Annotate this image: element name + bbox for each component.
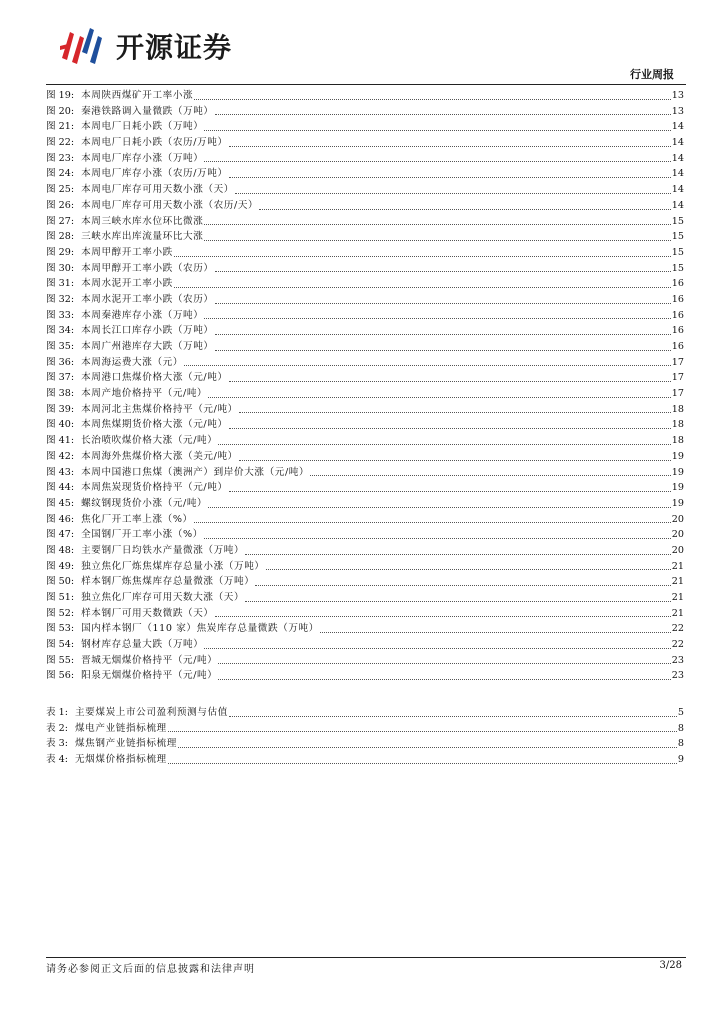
entry-title: 本周电厂日耗小跌（万吨） (81, 121, 204, 133)
entry-title: 无烟煤价格指标梳理 (74, 754, 167, 766)
entry-label: 图 56: (46, 670, 75, 682)
entry-label: 图 22: (46, 137, 75, 149)
entry-label: 图 36: (46, 356, 75, 368)
entry-title: 钢材库存总量大跌（万吨） (81, 639, 204, 651)
entry-page: 13 (671, 105, 684, 117)
header-rule (46, 84, 686, 85)
entry-title: 本周电厂库存可用天数小涨（天） (81, 184, 234, 196)
figure-toc-entry[interactable] (46, 653, 684, 669)
dot-leader (174, 255, 671, 257)
entry-page: 17 (671, 388, 684, 400)
dot-leader (215, 302, 671, 304)
entry-page: 16 (671, 309, 684, 321)
dot-leader (229, 715, 677, 717)
report-type: 行业周报 (630, 68, 674, 81)
dot-leader (204, 647, 670, 649)
dot-leader (215, 270, 671, 272)
entry-label: 图 37: (46, 372, 75, 384)
logo-mark-icon (58, 22, 104, 66)
dot-leader (229, 380, 671, 382)
figure-toc-entry[interactable] (46, 417, 684, 433)
entry-title: 煤电产业链指标梳理 (74, 722, 167, 734)
entry-page: 19 (671, 482, 684, 494)
entry-title: 本周海运费大涨（元） (81, 356, 184, 368)
entry-page: 22 (671, 623, 684, 635)
page-number: 3/28 (659, 960, 682, 971)
entry-label: 图 27: (46, 215, 75, 227)
entry-page: 14 (671, 184, 684, 196)
figure-toc-entry[interactable] (46, 637, 684, 653)
entry-label: 图 21: (46, 121, 75, 133)
figure-toc-entry[interactable] (46, 198, 684, 214)
entry-title: 本周水泥开工率小跌（农历） (81, 293, 214, 305)
dot-leader (235, 192, 671, 194)
entry-label: 图 49: (46, 560, 75, 572)
dot-leader (194, 521, 671, 523)
entry-title: 本周焦炭现货价格持平（元/吨） (81, 482, 228, 494)
dot-leader (218, 443, 670, 445)
entry-label: 图 39: (46, 403, 75, 415)
entry-title: 焦化厂开工率上涨（%） (81, 513, 193, 525)
entry-title: 样本钢厂炼焦煤库存总量微涨（万吨） (81, 576, 255, 588)
dot-leader (168, 762, 677, 764)
dot-leader (239, 411, 671, 413)
figure-toc-entry[interactable] (46, 229, 684, 245)
figure-list (46, 88, 684, 684)
dot-leader (310, 474, 671, 476)
entry-label: 图 54: (46, 639, 75, 651)
entry-title: 本周水泥开工率小跌 (81, 278, 173, 290)
figure-toc-entry[interactable] (46, 370, 684, 386)
entry-page: 18 (671, 419, 684, 431)
entry-title: 本周产地价格持平（元/吨） (81, 388, 208, 400)
figure-toc-entry[interactable] (46, 543, 684, 559)
entry-label: 图 29: (46, 246, 75, 258)
entry-page: 20 (671, 513, 684, 525)
dot-leader (259, 208, 671, 210)
entry-label: 图 48: (46, 544, 75, 556)
figure-toc-entry[interactable] (46, 496, 684, 512)
entry-title: 主要煤炭上市公司盈利预测与估值 (74, 707, 228, 718)
entry-label: 图 53: (46, 623, 75, 635)
figure-toc-entry[interactable] (46, 261, 684, 277)
entry-label: 图 40: (46, 419, 75, 431)
figure-toc-entry[interactable] (46, 527, 684, 543)
entry-page: 19 (671, 450, 684, 462)
dot-leader (174, 286, 671, 288)
entry-title: 本周电厂日耗小跌（农历/万吨） (81, 137, 228, 149)
footer-disclaimer: 请务必参阅正文后面的信息披露和法律声明 (46, 964, 255, 975)
entry-title: 本周甲醇开工率小跌（农历） (81, 262, 214, 274)
entry-title: 本周中国港口焦煤（澳洲产）到岸价大涨（元/吨） (81, 466, 310, 478)
entry-label: 图 38: (46, 388, 75, 400)
entry-page: 19 (671, 466, 684, 478)
dot-leader (218, 662, 670, 664)
entry-page: 16 (671, 341, 684, 352)
entry-page: 17 (671, 356, 684, 368)
figure-toc-entry[interactable] (46, 559, 684, 575)
table-toc-entry[interactable] (46, 721, 684, 737)
entry-title: 阳泉无烟煤价格持平（元/吨） (81, 670, 218, 682)
figure-toc-entry[interactable] (46, 135, 684, 151)
dot-leader (255, 584, 670, 586)
dot-leader (218, 678, 670, 680)
figure-toc-entry[interactable] (46, 621, 684, 637)
entry-title: 本周河北主焦煤价格持平（元/吨） (81, 403, 238, 415)
entry-page: 21 (671, 607, 684, 619)
entry-label: 图 51: (46, 592, 75, 603)
table-list (46, 705, 684, 768)
entry-title: 样本钢厂可用天数微跌（天） (81, 607, 214, 619)
dot-leader (215, 113, 671, 115)
dot-leader (204, 537, 671, 539)
entry-page: 14 (671, 152, 684, 164)
entry-label: 图 20: (46, 105, 75, 117)
entry-label: 图 28: (46, 231, 75, 243)
entry-page: 16 (671, 278, 684, 290)
figure-toc-entry[interactable] (46, 88, 684, 104)
entry-page: 14 (671, 168, 684, 180)
entry-page: 18 (671, 435, 684, 447)
entry-page: 15 (671, 215, 684, 227)
entry-title: 本周电厂库存小涨（农历/万吨） (81, 168, 228, 180)
entry-page: 15 (671, 262, 684, 274)
figure-toc-entry[interactable] (46, 119, 684, 135)
entry-label: 图 19: (46, 90, 75, 101)
entry-page: 9 (677, 754, 684, 766)
entry-label: 图 47: (46, 529, 75, 541)
entry-label: 表 4: (46, 754, 68, 766)
entry-page: 14 (671, 199, 684, 211)
entry-label: 图 34: (46, 325, 75, 337)
dot-leader (239, 459, 671, 461)
footer-rule (46, 957, 686, 958)
entry-label: 图 46: (46, 513, 75, 525)
dot-leader (184, 364, 671, 366)
figure-toc-entry[interactable] (46, 323, 684, 339)
dot-leader (229, 427, 671, 429)
entry-label: 表 1: (46, 707, 68, 718)
figure-toc-entry[interactable] (46, 606, 684, 622)
entry-page: 21 (671, 560, 684, 572)
entry-page: 16 (671, 325, 684, 337)
entry-label: 图 24: (46, 168, 75, 180)
figure-toc-entry[interactable] (46, 465, 684, 481)
entry-title: 主要钢厂日均铁水产量微涨（万吨） (81, 544, 245, 556)
figure-toc-entry[interactable] (46, 355, 684, 371)
entry-label: 图 32: (46, 293, 75, 305)
entry-page: 13 (671, 90, 684, 101)
dot-leader (215, 333, 671, 335)
entry-page: 20 (671, 529, 684, 541)
entry-label: 表 3: (46, 738, 68, 750)
entry-title: 独立焦化厂炼焦煤库存总量小涨（万吨） (81, 560, 265, 572)
entry-title: 本周焦煤期货价格大涨（元/吨） (81, 419, 228, 431)
dot-leader (245, 553, 671, 555)
dot-leader (204, 223, 670, 225)
entry-page: 23 (671, 654, 684, 666)
figure-toc-entry[interactable] (46, 166, 684, 182)
dot-leader (208, 506, 671, 508)
entry-page: 22 (671, 639, 684, 651)
entry-label: 图 42: (46, 450, 75, 462)
entry-title: 本周三峡水库水位环比微涨 (81, 215, 204, 227)
entry-label: 图 35: (46, 341, 75, 352)
figure-toc-entry[interactable] (46, 449, 684, 465)
entry-title: 秦港铁路调入量微跌（万吨） (81, 105, 214, 117)
brand-name: 开源证券 (116, 31, 233, 64)
figure-toc-entry[interactable] (46, 668, 684, 684)
entry-label: 图 25: (46, 184, 75, 196)
figure-toc-entry[interactable] (46, 402, 684, 418)
entry-title: 本周港口焦煤价格大涨（元/吨） (81, 372, 228, 384)
entry-page: 19 (671, 497, 684, 509)
entry-title: 全国钢厂开工率小涨（%） (81, 529, 203, 541)
company-logo (58, 22, 298, 66)
figure-toc-entry[interactable] (46, 590, 684, 606)
entry-page: 8 (677, 738, 684, 750)
entry-label: 图 50: (46, 576, 75, 588)
entry-page: 5 (677, 707, 684, 718)
entry-label: 表 2: (46, 722, 68, 734)
entry-page: 15 (671, 246, 684, 258)
entry-title: 本周长江口库存小跌（万吨） (81, 325, 214, 337)
figure-toc-entry[interactable] (46, 292, 684, 308)
figure-toc-entry[interactable] (46, 104, 684, 120)
entry-page: 14 (671, 137, 684, 149)
entry-page: 17 (671, 372, 684, 384)
entry-page: 16 (671, 293, 684, 305)
entry-page: 14 (671, 121, 684, 133)
dot-leader (245, 600, 671, 602)
figure-toc-entry[interactable] (46, 182, 684, 198)
figure-toc-entry[interactable] (46, 151, 684, 167)
figure-toc-entry[interactable] (46, 276, 684, 292)
entry-page: 8 (677, 722, 684, 734)
dot-leader (168, 730, 677, 732)
entry-page: 21 (671, 592, 684, 603)
entry-label: 图 45: (46, 497, 75, 509)
entry-label: 图 52: (46, 607, 75, 619)
dot-leader (194, 98, 671, 100)
dot-leader (204, 317, 670, 319)
figure-toc-entry[interactable] (46, 433, 684, 449)
figure-toc-entry[interactable] (46, 339, 684, 355)
figure-toc-entry[interactable] (46, 480, 684, 496)
entry-title: 晋城无烟煤价格持平（元/吨） (81, 654, 218, 666)
entry-title: 本周陕西煤矿开工率小涨 (81, 90, 194, 101)
entry-title: 长治喷吹煤价格大涨（元/吨） (81, 435, 218, 447)
figure-toc-entry[interactable] (46, 214, 684, 230)
entry-page: 20 (671, 544, 684, 556)
entry-title: 本周电厂库存可用天数小涨（农历/天） (81, 199, 259, 211)
figure-toc-entry[interactable] (46, 386, 684, 402)
entry-title: 本周广州港库存大跌（万吨） (81, 341, 214, 352)
dot-leader (215, 615, 671, 617)
figure-toc-entry[interactable] (46, 574, 684, 590)
entry-title: 本周甲醇开工率小跌 (81, 246, 173, 258)
figure-toc-entry[interactable] (46, 308, 684, 324)
figure-toc-entry[interactable] (46, 245, 684, 261)
entry-label: 图 26: (46, 199, 75, 211)
entry-title: 本周电厂库存小涨（万吨） (81, 152, 204, 164)
entry-label: 图 44: (46, 482, 75, 494)
figure-toc-entry[interactable] (46, 512, 684, 528)
entry-title: 独立焦化厂库存可用天数大涨（天） (81, 592, 245, 603)
table-toc-entry[interactable] (46, 705, 684, 721)
entry-title: 国内样本钢厂（110 家）焦炭库存总量微跌（万吨） (81, 623, 319, 635)
dot-leader (215, 349, 671, 351)
entry-page: 15 (671, 231, 684, 243)
entry-label: 图 23: (46, 152, 75, 164)
entry-label: 图 41: (46, 435, 75, 447)
entry-label: 图 33: (46, 309, 75, 321)
dot-leader (204, 239, 670, 241)
entry-label: 图 30: (46, 262, 75, 274)
entry-title: 本周秦港库存小涨（万吨） (81, 309, 204, 321)
dot-leader (229, 145, 671, 147)
entry-title: 煤焦钢产业链指标梳理 (74, 738, 177, 750)
entry-title: 三峡水库出库流量环比大涨 (81, 231, 204, 243)
dot-leader (320, 631, 671, 633)
dot-leader (208, 396, 671, 398)
dot-leader (229, 490, 671, 492)
dot-leader (229, 176, 671, 178)
entry-page: 18 (671, 403, 684, 415)
entry-label: 图 43: (46, 466, 75, 478)
entry-title: 螺纹钢现货价小涨（元/吨） (81, 497, 208, 509)
table-toc-entry[interactable] (46, 752, 684, 768)
entry-title: 本周海外焦煤价格大涨（美元/吨） (81, 450, 238, 462)
entry-page: 23 (671, 670, 684, 682)
dot-leader (204, 160, 670, 162)
entry-label: 图 55: (46, 654, 75, 666)
entry-label: 图 31: (46, 278, 75, 290)
dot-leader (266, 568, 671, 570)
table-toc-entry[interactable] (46, 736, 684, 752)
entry-page: 21 (671, 576, 684, 588)
dot-leader (204, 129, 670, 131)
dot-leader (178, 746, 677, 748)
